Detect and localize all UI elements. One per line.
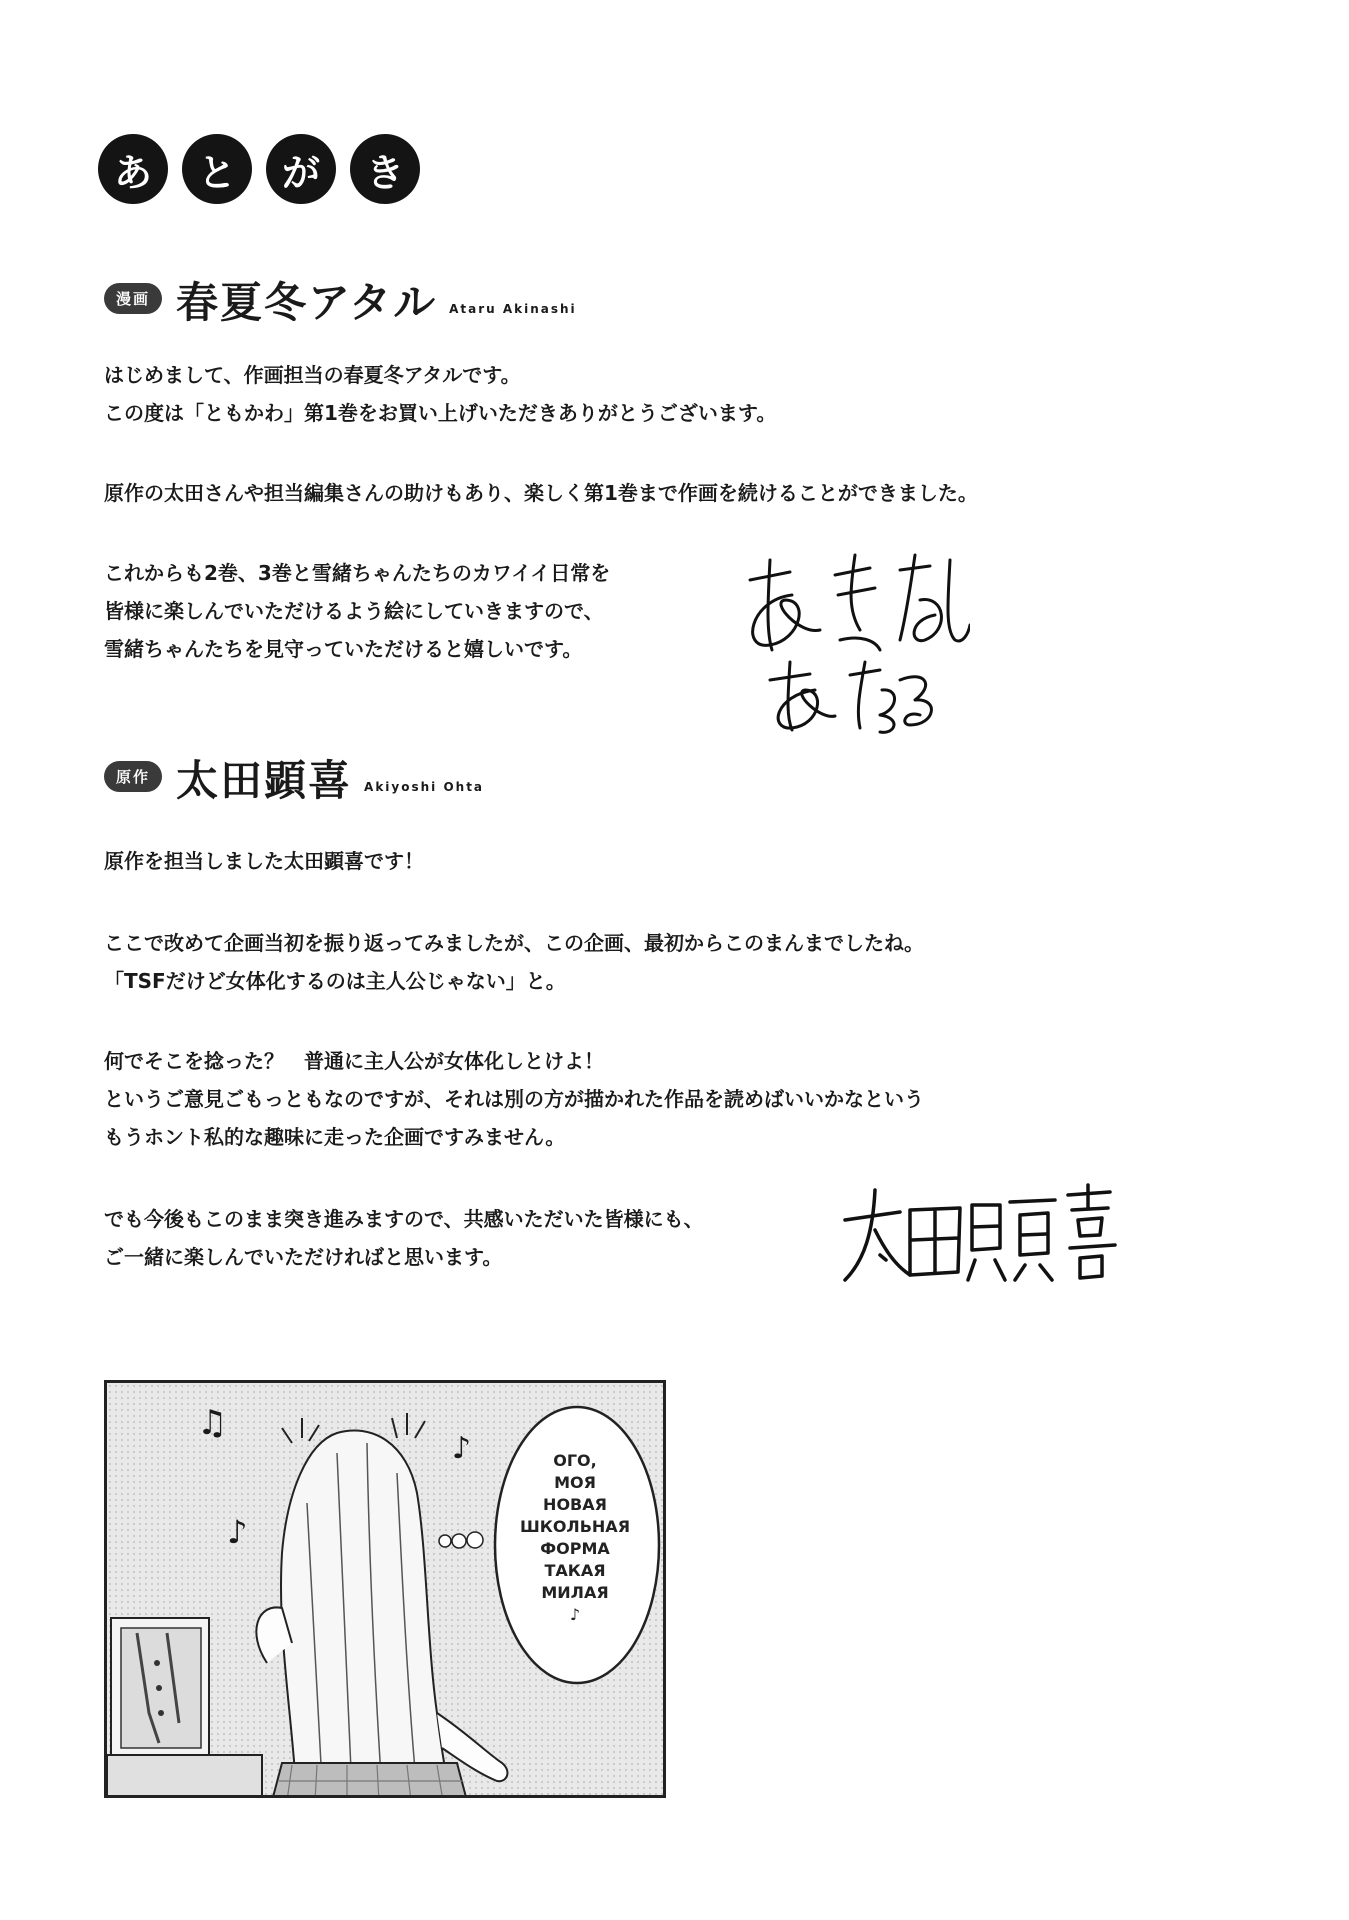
bubble-line: ОГО,	[553, 1451, 597, 1470]
artist-paragraph: 原作の太田さんや担当編集さんの助けもあり、楽しく第1巻まで作画を続けることができました。	[104, 481, 978, 505]
artist-paragraph: はじめまして、作画担当の春夏冬アタルです。 この度は「ともかわ」第1巻をお買い上げいただきありがとうございます。	[104, 363, 777, 425]
bubble-line: НОВАЯ	[543, 1495, 607, 1514]
music-note-icon: ♪	[227, 1513, 248, 1551]
writer-paragraph: ここで改めて企画当初を振り返ってみましたが、この企画、最初からこのまんまでしたね。 「TSFだけど女体化するのは主人公じゃない」と。	[104, 931, 924, 993]
bubble-line: ♪	[569, 1605, 581, 1624]
author-name: 春夏冬アタル	[176, 278, 438, 327]
bubble-line: МОЯ	[554, 1473, 596, 1492]
speech-bubble-text	[505, 1450, 645, 1626]
writer-paragraph: でも今後もこのまま突き進みますので、共感いただいた皆様にも、 ご一緒に楽しんでいただければと思います。	[104, 1207, 704, 1269]
writer-paragraph: 何でそこを捻った？ 普通に主人公が女体化しとけよ！ というご意見ごもっともなのですが、それは別の方が描かれた作品を読めばいいかなという もうホント私的な趣味に走った企画ですみません。	[104, 1049, 924, 1149]
writer-header	[104, 756, 485, 805]
music-note-icon: ♪	[452, 1431, 472, 1466]
title-char: あ	[98, 134, 168, 204]
title-char: が	[266, 134, 336, 204]
artist-header	[104, 278, 577, 327]
bubble-line: ШКОЛЬНАЯ	[519, 1517, 631, 1536]
title-char: と	[182, 134, 252, 204]
music-note-icon: ♫	[197, 1403, 228, 1443]
role-badge: 漫画	[104, 283, 162, 314]
artist-paragraph: これからも2巻、3巻と雪緒ちゃんたちのカワイイ日常を 皆様に楽しんでいただけるよう絵にしていきますので、 雪緒ちゃんたちを見守っていただけると嬉しいです。	[104, 561, 611, 661]
artist-signature	[730, 540, 970, 740]
role-badge: 原作	[104, 761, 162, 792]
writer-signature	[840, 1180, 1120, 1290]
author-name: 太田顕喜	[176, 756, 353, 805]
author-roman-name: Akiyoshi Ohta	[364, 780, 485, 794]
title-char: き	[350, 134, 420, 204]
writer-paragraph: 原作を担当しました太田顕喜です！	[104, 849, 424, 873]
bubble-line: ФОРМА	[540, 1539, 610, 1558]
bubble-line: МИЛАЯ	[541, 1583, 609, 1602]
bubble-line: ТАКАЯ	[544, 1561, 606, 1580]
author-roman-name: Ataru Akinashi	[449, 302, 577, 316]
afterword-title	[98, 134, 420, 204]
